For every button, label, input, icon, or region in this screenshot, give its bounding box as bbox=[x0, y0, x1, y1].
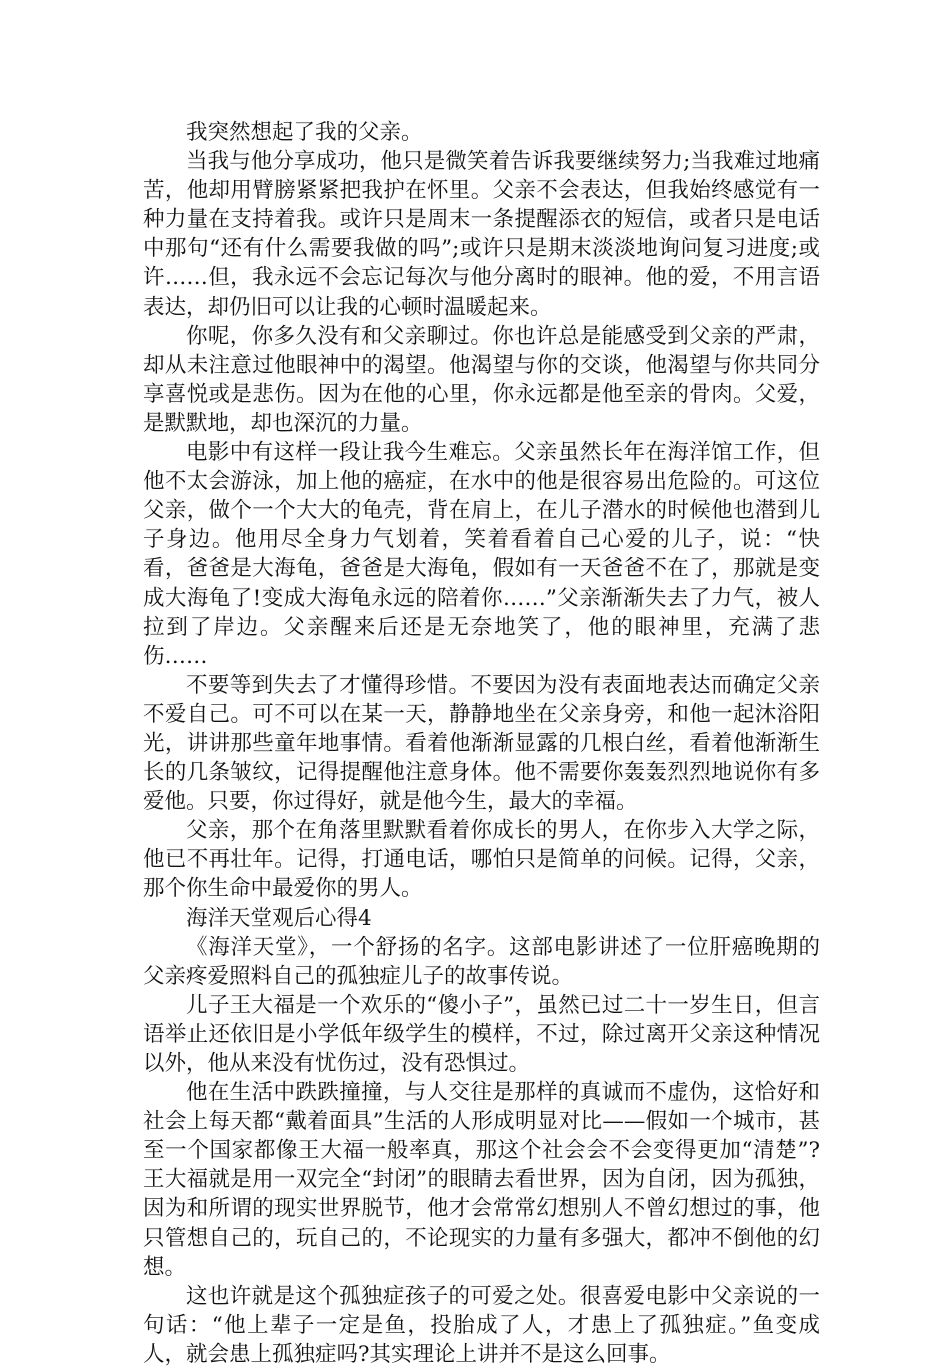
paragraph-8: 儿子王大福是一个欢乐的“傻小子”，虽然已过二十一岁生日，但言语举止还依旧是小学低年级学生的模样，不过，除过离开父亲这种情况以外，他从来没有忧伤过，没有恐惧过。 bbox=[143, 992, 820, 1076]
document-body bbox=[143, 118, 820, 1369]
paragraph-9: 他在生活中跌跌撞撞，与人交往是那样的真诚而不虚伪，这恰好和社会上每天都“戴着面具”生活的人形成明显对比——假如一个城市，甚至一个国家都像王大福一般率真，那这个社会会不会变得更加“清楚”?王大福就是用一双完全“封闭”的眼睛去看世界，因为自闭，因为孤独，因为和所谓的现实世界脱节，他才会常常幻想别人不曾幻想过的事，他只管想自己的，玩自己的，不论现实的力量有多强大，都冲不倒他的幻想。 bbox=[143, 1080, 820, 1280]
paragraph-10: 这也许就是这个孤独症孩子的可爱之处。很喜爱电影中父亲说的一句话：“他上辈子一定是鱼，投胎成了人，才患上了孤独症。”鱼变成人，就会患上孤独症吗?其实理论上讲并不是这么回事。 bbox=[143, 1283, 820, 1367]
paragraph-2: 当我与他分享成功，他只是微笑着告诉我要继续努力;当我难过地痛苦，他却用臂膀紧紧把我护在怀里。父亲不会表达，但我始终感觉有一种力量在支持着我。或许只是周末一条提醒添衣的短信，或者只是电话中那句“还有什么需要我做的吗”;或许只是期末淡淡地询问复习进度;或许……但，我永远不会忘记每次与他分离时的眼神。他的爱，不用言语表达，却仍旧可以让我的心顿时温暖起来。 bbox=[143, 149, 820, 320]
paragraph-5: 不要等到失去了才懂得珍惜。不要因为没有表面地表达而确定父亲不爱自己。可不可以在某一天，静静地坐在父亲身旁，和他一起沐浴阳光，讲讲那些童年地事情。看着他渐渐显露的几根白丝，看着他渐渐生长的几条皱纹，记得提醒他注意身体。他不需要你轰轰烈烈地说你有多爱他。只要，你过得好，就是他今生，最大的幸福。 bbox=[143, 672, 820, 815]
section-heading: 海洋天堂观后心得4 bbox=[186, 905, 372, 931]
paragraph-6: 父亲，那个在角落里默默看着你成长的男人，在你步入大学之际，他已不再壮年。记得，打通电话，哪怕只是简单的问候。记得，父亲，那个你生命中最爱你的男人。 bbox=[143, 818, 820, 902]
paragraph-1: 我突然想起了我的父亲。 bbox=[186, 120, 423, 145]
paragraph-3: 你呢，你多久没有和父亲聊过。你也许总是能感受到父亲的严肃，却从未注意过他眼神中的渴望。他渴望与你的交谈，他渴望与你共同分享喜悦或是悲伤。因为在他的心里，你永远都是他至亲的骨肉。父爱，是默默地，却也深沉的力量。 bbox=[143, 323, 820, 436]
paragraph-7: 《海洋天堂》，一个舒扬的名字。这部电影讲述了一位肝癌晚期的父亲疼爱照料自己的孤独症儿子的故事传说。 bbox=[143, 934, 820, 989]
paragraph-4: 电影中有这样一段让我今生难忘。父亲虽然长年在海洋馆工作，但他不太会游泳，加上他的癌症，在水中的他是很容易出危险的。可这位父亲，做个一个大大的龟壳，背在肩上，在儿子潜水的时候他也潜到儿子身边。他用尽全身力气划着，笑着看着自己心爱的儿子，说：“快看，爸爸是大海龟，爸爸是大海龟，假如有一天爸爸不在了，那就是变成大海龟了!变成大海龟永远的陪着你……”父亲渐渐失去了力气，被人拉到了岸边。父亲醒来后还是无奈地笑了，他的眼神里，充满了悲伤…… bbox=[143, 440, 820, 669]
